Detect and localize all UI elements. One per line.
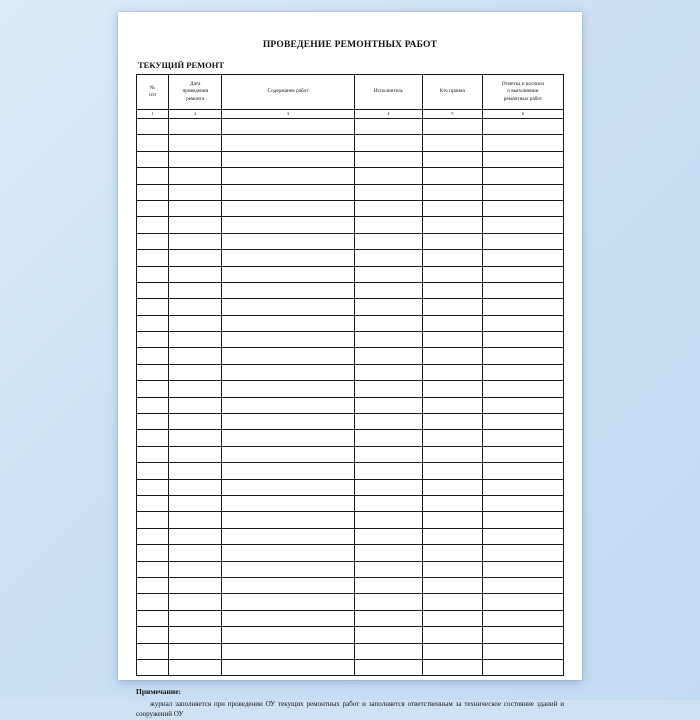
table-cell [354,381,422,397]
document-page [118,12,582,719]
table-cell [354,332,422,348]
table-cell [222,332,354,348]
table-cell [222,348,354,364]
table-cell [169,495,222,511]
column-number-row [137,110,564,119]
table-cell [222,119,354,135]
table-cell [423,332,483,348]
table-cell [222,430,354,446]
column-header-number: № п/п [137,75,169,110]
table-cell [482,643,563,659]
table-cell [482,282,563,298]
table-cell [423,610,483,626]
table-cell [482,233,563,249]
table-cell [137,528,169,544]
table-cell [169,545,222,561]
table-cell [169,643,222,659]
table-cell [423,135,483,151]
column-header-marks: Отметка и росписи о выполнении ремонтных работ [482,75,563,110]
table-cell [354,282,422,298]
table-cell [169,627,222,643]
table-cell [354,250,422,266]
table-cell [169,561,222,577]
table-cell [482,200,563,216]
table-row [137,397,564,413]
table-cell [169,282,222,298]
table-cell [423,627,483,643]
table-cell [423,495,483,511]
table-cell [137,217,169,233]
table-cell [354,561,422,577]
table-cell [423,168,483,184]
table-cell [482,659,563,675]
table-cell [169,610,222,626]
table-cell [169,512,222,528]
table-cell [423,545,483,561]
note-block [136,686,564,719]
note-label: Примечание: [136,687,182,697]
table-cell [137,479,169,495]
table-cell [482,168,563,184]
table-cell [222,561,354,577]
table-cell [137,184,169,200]
table-row [137,479,564,495]
table-cell [354,479,422,495]
table-cell [423,479,483,495]
table-cell [169,250,222,266]
table-cell [423,266,483,282]
table-row [137,364,564,380]
table-cell [354,659,422,675]
table-cell [137,168,169,184]
table-cell [169,266,222,282]
table-cell [222,364,354,380]
table-cell [222,250,354,266]
table-cell [169,119,222,135]
table-cell [169,430,222,446]
table-cell [169,577,222,593]
table-cell [137,659,169,675]
table-row [137,250,564,266]
table-cell [222,528,354,544]
column-number: 1 [137,110,169,119]
table-cell [354,430,422,446]
table-cell [482,414,563,430]
table-cell [222,463,354,479]
table-cell [222,627,354,643]
table-cell [169,479,222,495]
table-cell [354,512,422,528]
table-cell [482,495,563,511]
table-cell [222,446,354,462]
table-row [137,528,564,544]
table-cell [137,610,169,626]
table-cell [482,577,563,593]
table-cell [137,463,169,479]
table-cell [169,381,222,397]
table-cell [423,282,483,298]
table-cell [222,397,354,413]
table-row [137,463,564,479]
table-cell [354,577,422,593]
table-cell [137,545,169,561]
table-cell [482,250,563,266]
table-row [137,545,564,561]
column-number: 6 [482,110,563,119]
table-cell [354,397,422,413]
table-cell [169,332,222,348]
table-row [137,627,564,643]
table-row [137,135,564,151]
table-cell [222,217,354,233]
table-cell [423,348,483,364]
table-cell [137,397,169,413]
table-cell [137,414,169,430]
table-cell [222,479,354,495]
table-cell [482,364,563,380]
table-row [137,348,564,364]
table-cell [222,545,354,561]
column-number: 3 [222,110,354,119]
table-cell [482,119,563,135]
table-cell [354,119,422,135]
note-text: журнал заполняется при проведении ОУ текущих ремонтных работ и заполняется ответственным за техническое состояние зданий и сооружений ОУ [136,699,564,719]
table-cell [137,282,169,298]
table-cell [482,610,563,626]
table-cell [482,266,563,282]
table-cell [354,414,422,430]
table-cell [354,528,422,544]
table-cell [482,430,563,446]
table-cell [423,397,483,413]
table-cell [423,430,483,446]
table-cell [222,299,354,315]
table-cell [137,233,169,249]
table-cell [137,299,169,315]
table-cell [222,315,354,331]
table-cell [222,266,354,282]
table-cell [423,299,483,315]
table-cell [482,594,563,610]
table-cell [169,594,222,610]
table-cell [423,364,483,380]
table-cell [137,200,169,216]
table-cell [482,184,563,200]
table-cell [482,332,563,348]
table-cell [423,528,483,544]
table-cell [354,610,422,626]
table-cell [423,119,483,135]
table-cell [354,315,422,331]
table-row [137,168,564,184]
table-cell [137,430,169,446]
table-cell [169,463,222,479]
table-cell [222,414,354,430]
section-title: ТЕКУЩИЙ РЕМОНТ [138,60,225,70]
table-cell [354,463,422,479]
table-cell [423,594,483,610]
table-cell [482,315,563,331]
table-cell [354,594,422,610]
table-cell [482,463,563,479]
table-cell [137,364,169,380]
table-cell [482,627,563,643]
table-cell [222,610,354,626]
column-number: 2 [169,110,222,119]
table-cell [137,643,169,659]
table-cell [137,266,169,282]
table-cell [423,659,483,675]
table-cell [137,250,169,266]
table-cell [169,200,222,216]
table-cell [423,381,483,397]
table-row [137,446,564,462]
column-header-executor: Исполнитель [354,75,422,110]
table-cell [222,200,354,216]
table-cell [482,512,563,528]
table-row [137,119,564,135]
table-cell [137,315,169,331]
table-row [137,184,564,200]
table-cell [169,184,222,200]
table-cell [354,446,422,462]
table-cell [169,414,222,430]
table-cell [423,315,483,331]
table-row [137,561,564,577]
table-cell [423,463,483,479]
table-cell [222,184,354,200]
table-cell [354,299,422,315]
table-cell [354,266,422,282]
table-cell [137,561,169,577]
table-cell [354,135,422,151]
table-cell [222,594,354,610]
table-cell [222,659,354,675]
table-row [137,266,564,282]
repair-works-table [136,74,564,676]
table-cell [222,151,354,167]
table-cell [423,643,483,659]
table-cell [482,528,563,544]
table-cell [222,233,354,249]
column-number: 5 [423,110,483,119]
table-cell [354,233,422,249]
table-row [137,233,564,249]
column-header-acceptor: Кто принял [423,75,483,110]
table-cell [137,512,169,528]
table-cell [169,528,222,544]
table-cell [482,479,563,495]
table-cell [354,168,422,184]
table-cell [169,315,222,331]
table-cell [354,627,422,643]
table-cell [222,381,354,397]
table-cell [169,135,222,151]
table-cell [222,512,354,528]
table-cell [222,577,354,593]
table-cell [222,643,354,659]
table-cell [423,577,483,593]
table-row [137,512,564,528]
table-row [137,495,564,511]
table-cell [354,151,422,167]
table-cell [137,446,169,462]
table-cell [354,217,422,233]
table-row [137,315,564,331]
table-cell [169,659,222,675]
table-row [137,200,564,216]
column-number: 4 [354,110,422,119]
table-row [137,217,564,233]
table-cell [169,233,222,249]
table-cell [169,446,222,462]
table-cell [482,348,563,364]
table-cell [423,446,483,462]
table-cell [222,135,354,151]
table-header [137,75,564,119]
table-cell [169,397,222,413]
table-cell [423,250,483,266]
table-row [137,332,564,348]
table-cell [354,643,422,659]
table-cell [423,512,483,528]
page-content [118,12,582,719]
table-cell [482,135,563,151]
page-title: ПРОВЕДЕНИЕ РЕМОНТНЫХ РАБОТ [262,40,438,50]
table-cell [482,561,563,577]
table-cell [137,332,169,348]
table-row [137,659,564,675]
table-row [137,299,564,315]
table-cell [423,217,483,233]
table-cell [222,282,354,298]
table-row [137,643,564,659]
table-cell [137,627,169,643]
table-cell [137,594,169,610]
table-cell [137,577,169,593]
table-cell [423,561,483,577]
table-cell [354,184,422,200]
table-cell [169,299,222,315]
table-cell [423,200,483,216]
table-cell [423,414,483,430]
table-cell [222,495,354,511]
table-cell [482,545,563,561]
table-cell [482,446,563,462]
table-cell [354,495,422,511]
column-header-date: Дата проведения ремонта [169,75,222,110]
table-cell [137,348,169,364]
table-cell [222,168,354,184]
table-cell [137,495,169,511]
table-cell [482,299,563,315]
table-cell [169,348,222,364]
table-row [137,430,564,446]
table-cell [354,545,422,561]
table-header-row [137,75,564,110]
table-row [137,282,564,298]
table-cell [482,397,563,413]
table-cell [482,151,563,167]
table-cell [137,381,169,397]
table-row [137,594,564,610]
table-body [137,119,564,676]
table-row [137,610,564,626]
table-cell [354,200,422,216]
table-cell [137,135,169,151]
table-cell [423,184,483,200]
table-cell [423,151,483,167]
table-cell [423,233,483,249]
table-cell [169,364,222,380]
table-cell [354,364,422,380]
table-cell [482,381,563,397]
table-cell [137,119,169,135]
table-row [137,151,564,167]
table-cell [169,168,222,184]
table-cell [482,217,563,233]
table-cell [169,151,222,167]
table-cell [354,348,422,364]
table-cell [169,217,222,233]
table-cell [137,151,169,167]
table-row [137,577,564,593]
column-header-works: Содержание работ [222,75,354,110]
table-row [137,381,564,397]
table-row [137,414,564,430]
